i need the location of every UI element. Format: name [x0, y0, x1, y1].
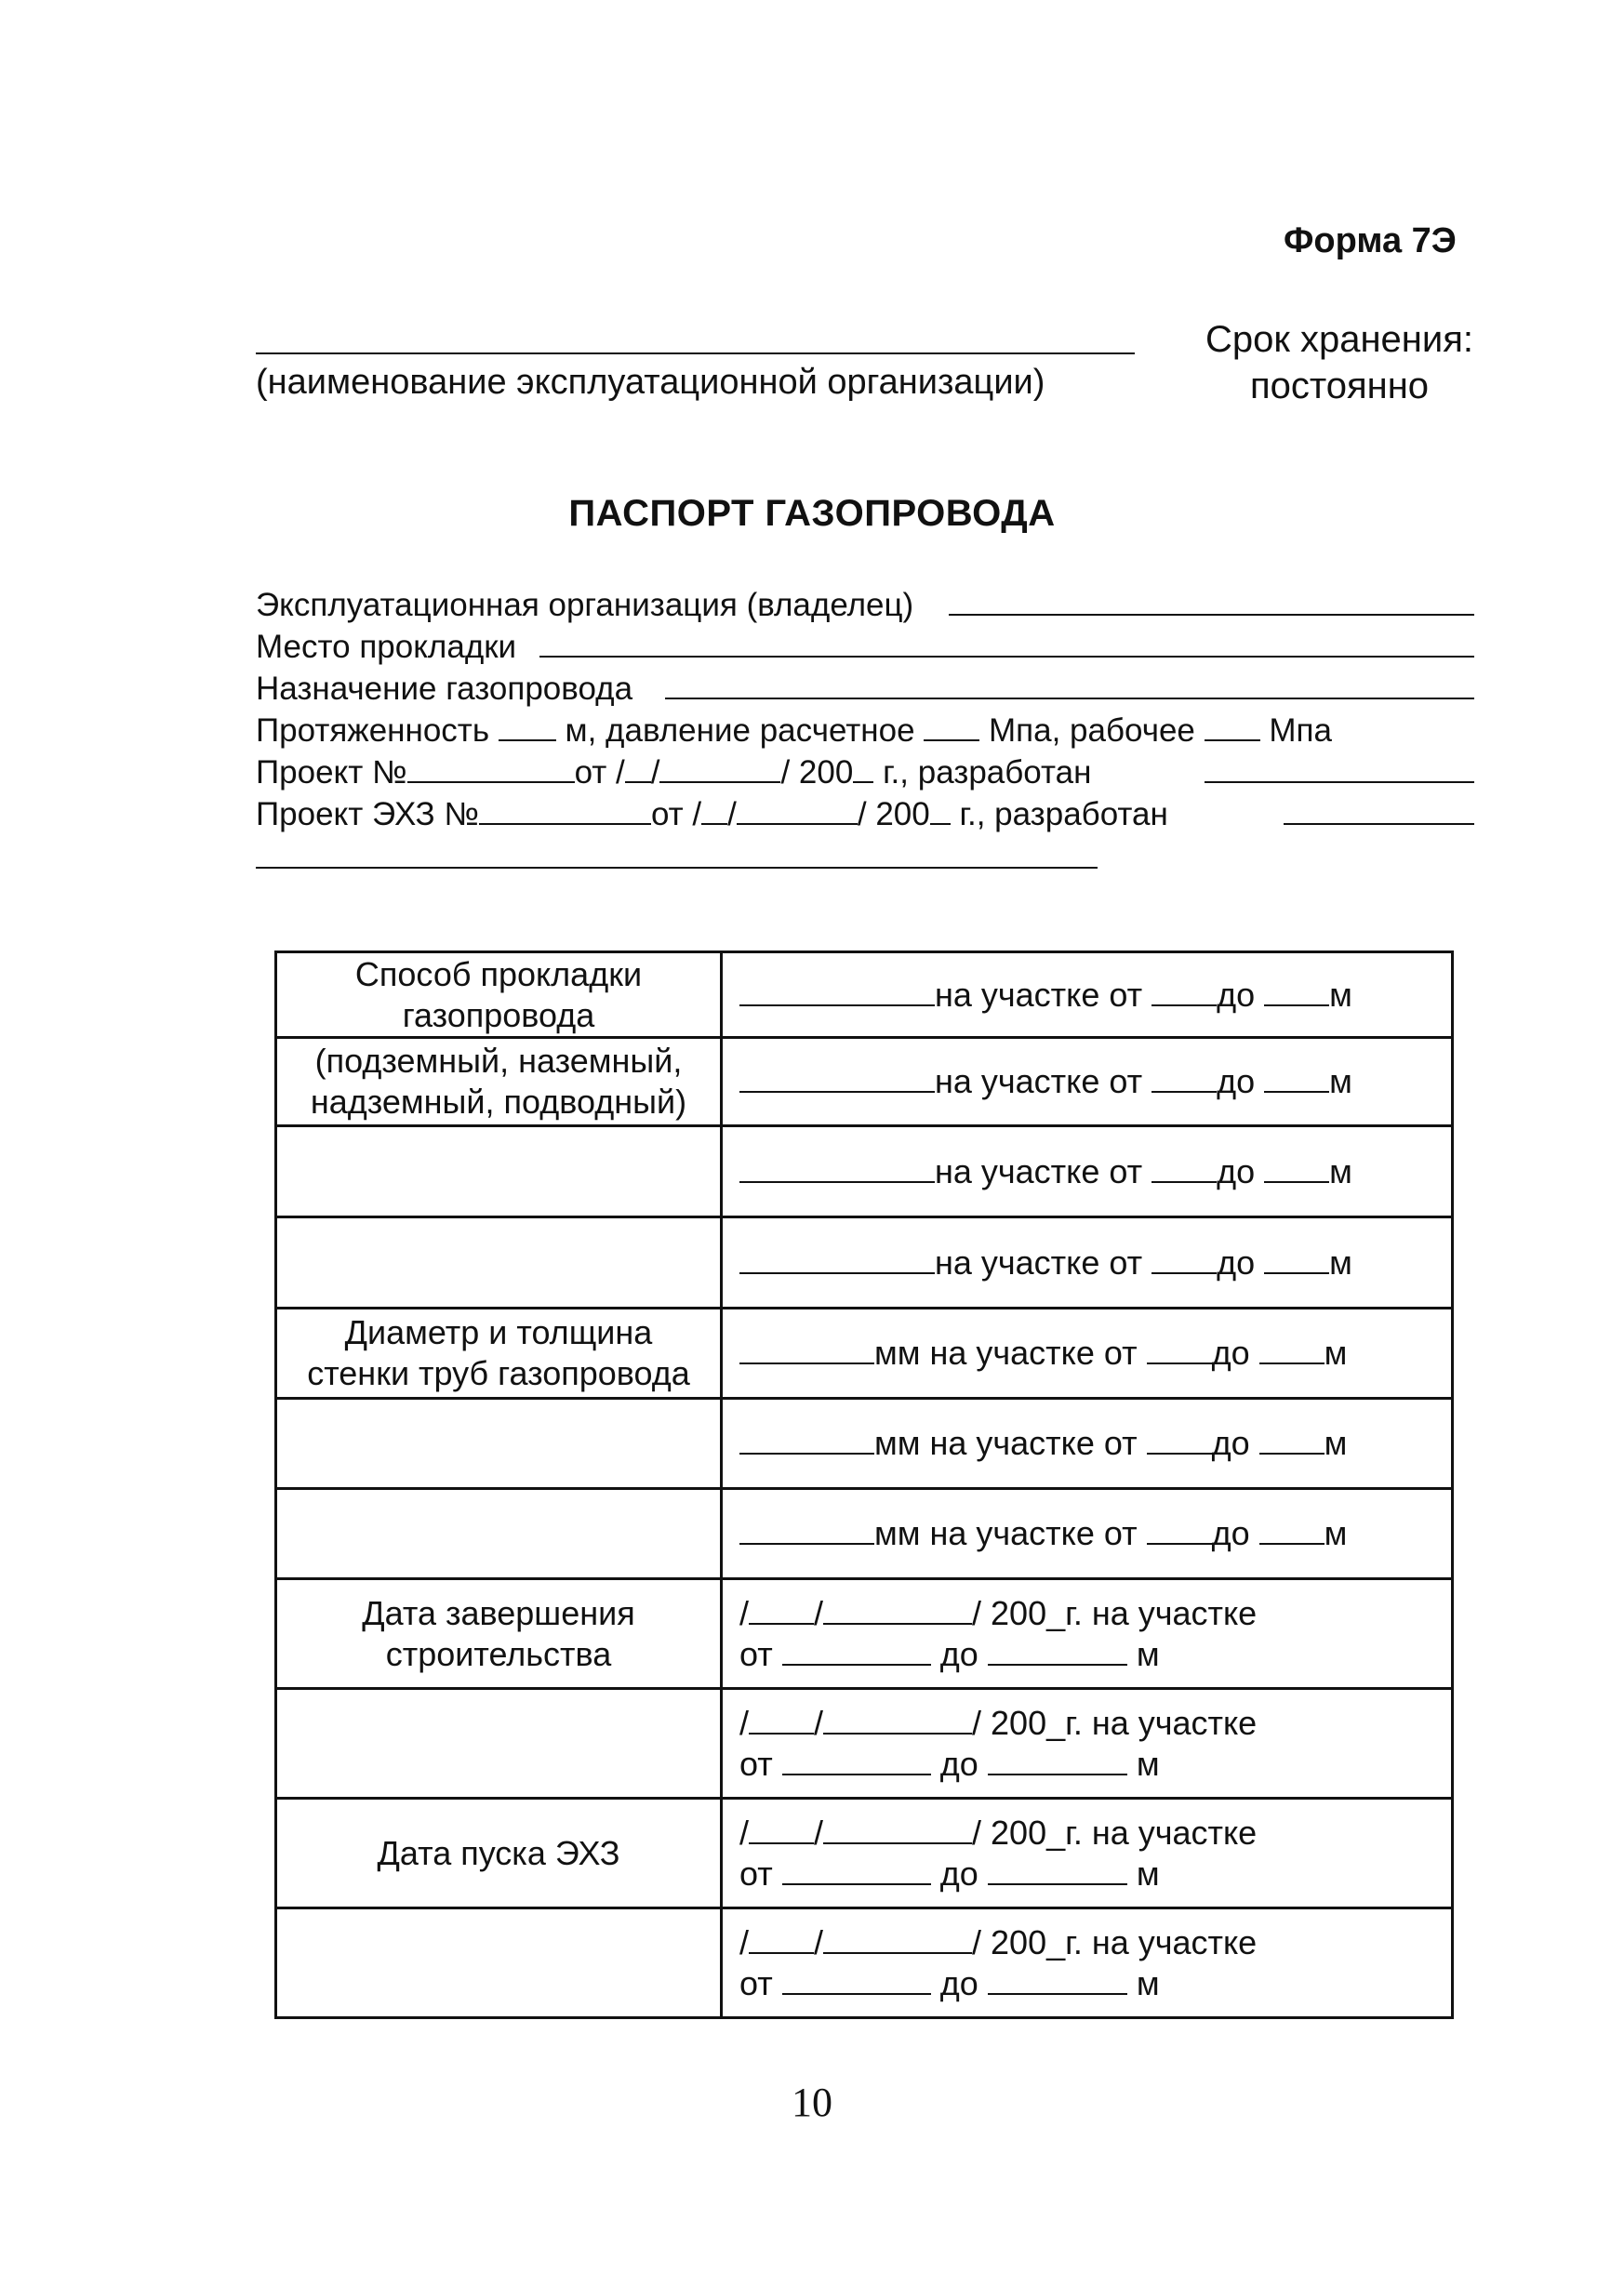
empty-label-cell [276, 1399, 722, 1489]
segment-text: мм на участке от [874, 1334, 1138, 1372]
ehz-project-label: Проект ЭХЗ № [256, 796, 479, 832]
segment-text: на участке от [935, 1062, 1143, 1100]
location-line [539, 626, 1474, 658]
blank-line [782, 1854, 931, 1885]
blank-line [823, 1813, 972, 1844]
to-text: до [939, 1634, 978, 1673]
to-text: до [939, 1963, 978, 2002]
construction-completion-label: Дата завершения строительства [276, 1579, 722, 1689]
unit-text: м [1324, 1424, 1348, 1462]
slash-text: / [739, 1703, 750, 1742]
slash-text: / [814, 1703, 824, 1742]
blank-line [1264, 975, 1329, 1006]
table-row [276, 1579, 1453, 1689]
segment-text: мм на участке от [874, 1424, 1138, 1462]
date-cell [722, 1908, 1453, 2018]
unit-text: м [1136, 1854, 1160, 1893]
blank-line [782, 1634, 931, 1666]
blank-line [1264, 1243, 1329, 1274]
from-text: от [739, 1854, 773, 1893]
slash-text: / [739, 1593, 750, 1632]
segment-cell [722, 1217, 1453, 1309]
blank-line [1147, 1513, 1212, 1545]
from-text: от [739, 1744, 773, 1783]
segment-text: мм на участке от [874, 1514, 1138, 1552]
storage-value: постоянно [1249, 366, 1430, 406]
year-text: / 200_г. на участке [972, 1703, 1258, 1742]
blank-line [739, 1513, 874, 1545]
project-label: Проект № [256, 754, 407, 791]
blank-line [739, 1423, 874, 1455]
unit-text: м [1329, 1243, 1352, 1282]
project-row [256, 751, 1474, 793]
ehz-project-from-label: от / [650, 796, 702, 832]
table-row [276, 1399, 1453, 1489]
year-text: / 200_г. на участке [972, 1922, 1258, 1961]
segment-cell [722, 952, 1453, 1038]
ehz-project-number-line [479, 793, 651, 825]
from-text: от [739, 1963, 773, 2002]
ehz-project-slash: / [727, 796, 737, 832]
blank-line [1151, 975, 1217, 1006]
empty-label-cell [276, 1217, 722, 1309]
segment-cell [722, 1309, 1453, 1399]
unit-text: м [1324, 1334, 1348, 1372]
blank-line [1259, 1333, 1324, 1364]
blank-line [749, 1922, 814, 1954]
storage-label: Срок хранения: [1205, 319, 1474, 360]
blank-line [782, 1963, 931, 1995]
blank-line [739, 1333, 874, 1364]
unit-text: м [1329, 1062, 1352, 1100]
length-line [499, 710, 556, 741]
date-cell [722, 1799, 1453, 1908]
table-row [276, 1799, 1453, 1908]
segment-cell [722, 1038, 1453, 1126]
segment-cell [722, 1399, 1453, 1489]
working-pressure-line [1205, 710, 1260, 741]
blank-line [749, 1703, 814, 1735]
laying-types-label: (подземный, наземный, надземный, подводный) [276, 1038, 722, 1126]
slash-text: / [739, 1813, 750, 1852]
to-text: до [939, 1744, 978, 1783]
page-number: 10 [792, 2080, 832, 2125]
to-text: до [1217, 1062, 1256, 1100]
from-text: от [739, 1634, 773, 1673]
project-number-line [407, 751, 575, 783]
slash-text: / [814, 1813, 824, 1852]
storage-period [1191, 316, 1488, 409]
purpose-label: Назначение газопровода [256, 671, 633, 707]
blank-line [823, 1922, 972, 1954]
blank-line [739, 1243, 935, 1274]
project-from-label: от / [574, 754, 625, 791]
table-row [276, 1689, 1453, 1799]
laying-method-label: Способ прокладки газопровода [276, 952, 722, 1038]
segment-cell [722, 1126, 1453, 1217]
to-text: до [1211, 1514, 1250, 1552]
to-text: до [1217, 1151, 1256, 1190]
ehz-project-year-prefix: / 200 [857, 796, 930, 832]
empty-label-cell [276, 1489, 722, 1579]
project-year-prefix: / 200 [780, 754, 854, 791]
slash-text: / [814, 1593, 824, 1632]
blank-line [988, 1634, 1127, 1666]
form-number: Форма 7Э [1284, 221, 1457, 260]
project-day-line [625, 751, 651, 783]
length-label: Протяженность [256, 712, 490, 749]
year-text: / 200_г. на участке [972, 1593, 1258, 1632]
purpose-line [665, 668, 1474, 699]
owner-label: Эксплуатационная организация (владелец) [256, 587, 914, 623]
blank-line [988, 1744, 1127, 1775]
segment-text: на участке от [935, 975, 1143, 1014]
design-pressure-unit: Мпа, рабочее [989, 712, 1195, 749]
blank-line [988, 1963, 1127, 1995]
slash-text: / [739, 1922, 750, 1961]
unit-text: м [1329, 975, 1352, 1014]
diameter-label: Диаметр и толщина стенки труб газопровода [276, 1309, 722, 1399]
length-unit: м, давление расчетное [565, 712, 915, 749]
location-row [256, 626, 1474, 668]
segment-text: на участке от [935, 1243, 1143, 1282]
table-row [276, 1038, 1453, 1126]
passport-table [274, 950, 1454, 2019]
table-row [276, 952, 1453, 1038]
location-label: Место прокладки [256, 629, 517, 665]
date-cell [722, 1689, 1453, 1799]
owner-row [256, 584, 1474, 626]
table-row [276, 1908, 1453, 2018]
blank-line [1151, 1151, 1217, 1183]
blank-line [1151, 1243, 1217, 1274]
table-row [276, 1489, 1453, 1579]
table-row [276, 1217, 1453, 1309]
blank-line [1264, 1061, 1329, 1093]
passport-fields [256, 584, 1474, 835]
blank-line [1264, 1151, 1329, 1183]
purpose-row [256, 668, 1474, 710]
ehz-project-developer-line [1284, 793, 1474, 825]
blank-line [988, 1854, 1127, 1885]
ehz-project-day-line [701, 793, 727, 825]
blank-line [1151, 1061, 1217, 1093]
blank-line [1259, 1423, 1324, 1455]
working-pressure-unit: Мпа [1269, 712, 1332, 749]
project-developer-line [1205, 751, 1474, 783]
table-row [276, 1309, 1453, 1399]
date-cell [722, 1579, 1453, 1689]
blank-line [1147, 1423, 1212, 1455]
table-row [276, 1126, 1453, 1217]
segment-cell [722, 1489, 1453, 1579]
to-text: до [1217, 975, 1256, 1014]
organization-name-caption: (наименование эксплуатационной организации) [256, 363, 1045, 402]
to-text: до [1217, 1243, 1256, 1282]
project-year-line [853, 751, 873, 783]
blank-line [749, 1813, 814, 1844]
project-slash: / [650, 754, 660, 791]
blank-line [782, 1744, 931, 1775]
blank-line [1259, 1513, 1324, 1545]
blank-line [823, 1593, 972, 1625]
blank-line [739, 975, 935, 1006]
year-text: / 200_г. на участке [972, 1813, 1258, 1852]
empty-label-cell [276, 1689, 722, 1799]
ehz-project-year-suffix: г., разработан [950, 796, 1168, 832]
blank-line [1147, 1333, 1212, 1364]
unit-text: м [1136, 1634, 1160, 1673]
ehz-project-month-line [737, 793, 858, 825]
unit-text: м [1324, 1514, 1348, 1552]
unit-text: м [1329, 1151, 1352, 1190]
to-text: до [939, 1854, 978, 1893]
design-pressure-line [924, 710, 979, 741]
extra-blank-line [256, 867, 1098, 869]
to-text: до [1211, 1334, 1250, 1372]
unit-text: м [1136, 1744, 1160, 1783]
segment-text: на участке от [935, 1151, 1143, 1190]
blank-line [749, 1593, 814, 1625]
to-text: до [1211, 1424, 1250, 1462]
organization-name-line [256, 351, 1135, 354]
length-pressure-row [256, 710, 1474, 751]
project-month-line [659, 751, 780, 783]
blank-line [823, 1703, 972, 1735]
slash-text: / [814, 1922, 824, 1961]
empty-label-cell [276, 1126, 722, 1217]
ehz-project-row [256, 793, 1474, 835]
ehz-start-label: Дата пуска ЭХЗ [276, 1799, 722, 1908]
owner-line [949, 584, 1474, 616]
unit-text: м [1136, 1963, 1160, 2002]
project-year-suffix: г., разработан [873, 754, 1092, 791]
empty-label-cell [276, 1908, 722, 2018]
ehz-project-year-line [930, 793, 951, 825]
blank-line [739, 1061, 935, 1093]
blank-line [739, 1151, 935, 1183]
page-title: ПАСПОРТ ГАЗОПРОВОДА [568, 493, 1056, 534]
